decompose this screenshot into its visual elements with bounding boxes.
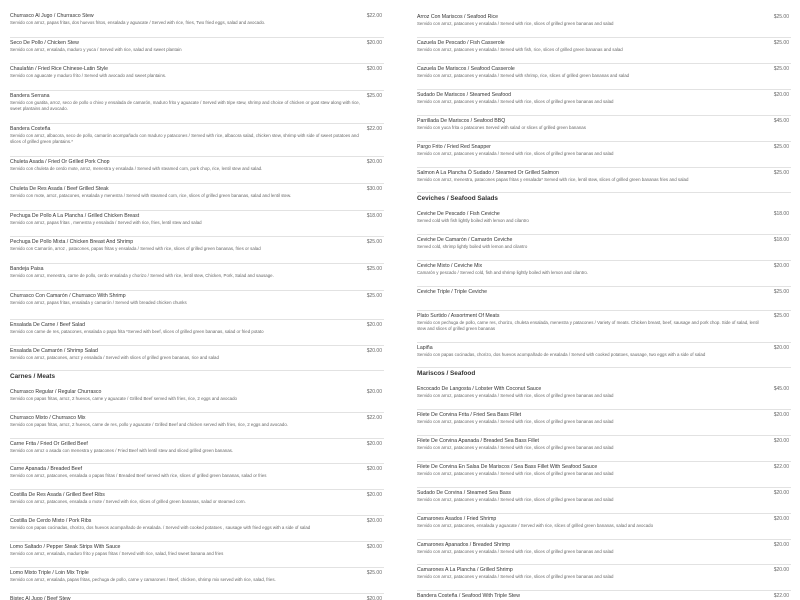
menu-item [0,544,390,557]
menu-item-price: $20.00 [366,544,382,550]
menu-item-description: Servido con arroz, papas fritas, dos huevos fritos, ensalada y aguacate / Served with rice, fries, Two fried eggs, salad and avocado. [10,20,266,25]
menu-item-name: Carne Frita / Fried Or Grilled Beef [10,441,88,447]
menu-item-name: Chaulafán / Fried Rice Chinese-Latin Style [10,66,109,72]
menu-item [407,289,797,296]
menu-item-price: $25.00 [366,93,382,99]
menu-item-description: Camarón y pescado / Served cold, fish and shrimp lightly boiled with lemon and cilantro. [417,270,589,275]
divider [417,564,791,565]
menu-item-description: Servido con mote, arroz, patacones, ensalada y menestra / Served with steamed corn, rice, slices of grilled green bananas, salad and lentil stew. [10,193,292,198]
menu-item-price: $20.00 [773,567,789,573]
menu-item-price: $45.00 [773,118,789,124]
divider [417,342,791,343]
menu-item-price: $20.00 [773,412,789,418]
menu-item [0,492,390,505]
menu-item-price: $22.00 [366,415,382,421]
menu-item-description: Servido con arroz, papas fritas, ensalada y camarón / Served with breaded chicken chunks [10,300,187,305]
menu-item-name: Arroz Con Mariscos / Seafood Rice [417,14,499,20]
menu-item-name: Lomo Mixto Triple / Loin Mix Triple [10,570,89,576]
menu-item-name: Salmon A La Plancha Ó Sudado / Steamed Or Grilled Salmon [417,170,559,176]
menu-item [407,567,797,580]
menu-item-price: $20.00 [773,345,789,351]
menu-item-name: Ensalada De Carne / Beef Salad [10,322,85,328]
divider [10,319,384,320]
menu-item [0,466,390,479]
menu-item-description: Servido con Camarón, arroz , patacones, papas fritas y ensalada / Served with rice, slices of grilled green bananas, fries or salad [10,246,261,251]
menu-item-name: Churrasco Mixto / Churrasco Mix [10,415,86,421]
menu-item-description: Servido con arroz o asada con menestra y patacones / Fried Beef with lentil stew and sliced grilled green bananas. [10,448,234,453]
menu-item-price: $20.00 [773,263,789,269]
divider [10,463,384,464]
menu-item [0,66,390,79]
menu-item-price: $25.00 [773,40,789,46]
divider [10,183,384,184]
menu-item-price: $20.00 [366,66,382,72]
menu-column-left [0,0,390,600]
menu-item-price: $20.00 [366,441,382,447]
divider [417,409,791,410]
menu-item-price: $25.00 [773,144,789,150]
menu-item-price: $22.00 [366,126,382,132]
menu-item-price: $20.00 [773,490,789,496]
menu-item-price: $25.00 [773,289,789,295]
menu-item [0,293,390,306]
menu-item-price: $30.00 [366,186,382,192]
menu-item [0,518,390,531]
menu-item-description: Servido con yuca frita o patacones Served with salad or slices of grilled green bananas [417,125,586,130]
menu-item-description: Servido con chuleta de cerdo mote, arroz, menestra y ensalada / Served with steamed corn, pork chop, rice, lentil stew and salad. [10,166,263,171]
menu-item-name: Chuleta De Res Asada / Beef Grilled Steak [10,186,109,192]
menu-item-price: $25.00 [773,170,789,176]
menu-item [407,66,797,79]
divider [417,115,791,116]
menu-item-price: $20.00 [366,492,382,498]
divider [417,89,791,90]
menu-item-description: Servido con arroz, patacones, ensalada y aguacate / Served with rice, slices of grilled green bananas, salad and avocado [417,523,654,528]
menu-item [0,389,390,402]
menu-item-name: Parrillada De Mariscos / Seafood BBQ [417,118,506,124]
menu-item-description: Servido con aguacate y maduro frito / Served with avocado and sweet plantains. [10,73,167,78]
menu-item-description: Servido con arroz, albacora, seco de pollo, camarón acompañado con maduro y patacones / Served with rice, albacora salad, chicken stew, shrimp with side of sweet potatoes and slices of grilled green plantains.* [10,133,359,144]
menu-item [407,412,797,425]
menu-item [407,92,797,105]
menu-item-name: Sudado De Corvina / Steamed Sea Bass [417,490,512,496]
menu-item-description: Servido con arroz, ensalada, papas fritas, pechuga de pollo, carne y camarones / Beef, chicken, shrimp mix served with rice, salad, fries. [10,577,276,582]
divider [417,539,791,540]
menu-item-name: Pargo Frito / Fried Red Snapper [417,144,491,150]
menu-item-description: Servido con arroz, patacones y ensalada / Served with fish, rice, slices of grilled green bananas and salad [417,47,623,52]
divider [417,435,791,436]
menu-item-name: Chuleta Asada / Fried Or Grilled Pork Chop [10,159,110,165]
divider [417,167,791,168]
menu-item-description: Served cold with fish lightly boiled with lemon and cilantro [417,218,529,223]
menu-item [407,263,797,276]
menu-item-name: Lomo Saltado / Pepper Steak Strips With Sauce [10,544,121,550]
menu-item [407,14,797,27]
menu-item-name: Lapiña [417,345,433,351]
menu-item [0,570,390,583]
menu-item-description: Servido con arroz, patacones y ensalada / Served with rice, slices of grilled green bananas and salad [417,151,614,156]
menu-item-price: $25.00 [366,266,382,272]
divider [417,590,791,591]
menu-item-name: Pechuga De Pollo A La Plancha / Grilled Chicken Breast [10,213,140,219]
menu-item-price: $20.00 [773,438,789,444]
menu-item-description: Servido con arroz, ensalada, maduro y yuca / Served with rice, salad and sweet plantain [10,47,182,52]
divider [417,310,791,311]
menu-item [407,542,797,555]
menu-item-description: Servido con arroz, patacones y ensalada / Served with shrimp, rice, slices of grilled green bananas and salad [417,73,630,78]
menu-item [0,415,390,428]
divider [10,63,384,64]
menu-item [0,596,390,600]
menu-item-name: Carne Apanada / Breaded Beef [10,466,83,472]
menu-item-name: Encocado De Langosta / Lobster With Coconut Sauce [417,386,542,392]
menu-item-description: Servido con carne de res, patacones, ensalada o papa frita *Served with beef, slices of grilled green bananas, salad or fried potato [10,329,264,334]
menu-item-description: Servido con arroz, papas fritas , menestra y ensalada / Served with rice, fries, lentil stew and salad [10,220,202,225]
menu-item-price: $20.00 [366,596,382,600]
menu-item [407,237,797,250]
menu-item-price: $20.00 [366,466,382,472]
section-heading-carnes-meats: Carnes / Meats [10,373,56,380]
divider [10,438,384,439]
menu-item [0,239,390,252]
divider [417,141,791,142]
menu-item-description: Servido con arroz, patacones y ensalada / Served with rice, slices of grilled green bananas and salad [417,99,614,104]
divider [10,236,384,237]
menu-item [0,13,390,26]
menu-item-name: Camarones A La Plancha / Grilled Shrimp [417,567,513,573]
menu-item-name: Ceviche Mixto / Ceviche Mix [417,263,483,269]
menu-item-price: $25.00 [773,313,789,319]
menu-item-price: $20.00 [773,542,789,548]
menu-item-description: Servido con papas fritas, arroz, 2 huevos, carne de res, pollo y aguacate / Grilled Beef and chicken served with fries, rice, 2 eggs and avocado. [10,422,288,427]
menu-item-price: $20.00 [773,92,789,98]
menu-item-description: Servido con arroz, patacones, ensalada o mote / Served with rice, slices of grilled green bananas, salad or steamed corn. [10,499,246,504]
menu-item-description: Servido con arroz, menestra, patacones papas fritas y ensalada* Served with rice, lentil stew, slices of grilled green bananas fries and salad [417,177,689,182]
divider [10,156,384,157]
divider [10,412,384,413]
menu-item [407,40,797,53]
menu-item-price: $18.00 [773,237,789,243]
menu-item-description: Servido con arroz, patacones y ensalada / Served with rice, slices of grilled green bananas and salad [417,419,614,424]
menu-item-description: Servido con guatita, arroz, seco de pollo o chivo y ensalada de camarón, maduro frito y aguacate / Served with tripe stew, shrimp and choice of chicken or goat stew along with rice, sweet plantains and avocado. [10,100,360,111]
menu-item [0,213,390,226]
menu-item-name: Churrasco Al Jugo / Churrasco Stew [10,13,94,19]
menu-item-name: Sudado De Mariscos / Steamed Seafood [417,92,512,98]
menu-item [407,516,797,529]
menu-item-name: Seco De Pollo / Chicken Stew [10,40,79,46]
divider [417,286,791,287]
menu-item-price: $22.00 [773,593,789,599]
menu-item [407,490,797,503]
menu-item-price: $25.00 [773,14,789,20]
menu-item-description: Servido con arroz, patacones y ensalada / Served with rice, slices of grilled green bananas and salad [417,21,614,26]
menu-item-price: $45.00 [773,386,789,392]
menu-item-description: Servido con arroz, patacones y ensalada / Served with rice, slices of grilled green bananas and salad [417,393,614,398]
menu-item-description: Servido con arroz, patacones, ensalada o papas fritas / Breaded Beef served with rice, slices of grilled green bananas, salad or fries [10,473,267,478]
menu-item-price: $25.00 [366,239,382,245]
menu-item-name: Bandera Costeña [10,126,51,132]
menu-item-description: Servido con arroz, patacones y ensalada / Served with rice, slices of grilled green bananas and salad [417,445,614,450]
divider [417,37,791,38]
menu-item [0,186,390,199]
divider [10,210,384,211]
divider [417,260,791,261]
menu-item [0,322,390,335]
menu-item-description: Served cold, shrimp lightly boiled with lemon and cilantro [417,244,528,249]
menu-item [0,441,390,454]
divider [10,123,384,124]
menu-item [0,93,390,112]
menu-item-name: Ceviche De Camarón / Camarón Ceviche [417,237,513,243]
menu-item-description: Servido con arroz, patacones, arroz y ensalada / Served with slices of grilled green bananas, rice and salad [10,355,219,360]
divider [417,487,791,488]
divider [10,290,384,291]
menu-item-name: Bandera Serrana [10,93,50,99]
menu-item [0,40,390,53]
menu-item-price: $20.00 [366,159,382,165]
menu-item-name: Filete De Corvina Frita / Fried Sea Bass Fillet [417,412,522,418]
menu-item-name: Filete De Corvina Apanada / Breaded Sea Bass Fillet [417,438,539,444]
divider [10,263,384,264]
divider [417,461,791,462]
menu-item-description: Servido con papas cocinadas, chorizo, dos huevos acompañado de ensalada / Served with cooked potatoes, sausage, two eggs with a side of salad [417,352,706,357]
menu-item-description: Servido con arroz, ensalada, maduro frito y papas fritas / Served with rice, salad, fried sweet banana and fries [10,551,224,556]
menu-item-name: Ensalada De Camarón / Shrimp Salad [10,348,98,354]
menu-item [407,118,797,131]
menu-item-name: Filete De Corvina En Salsa De Mariscos / Sea Bass Fillet With Seafood Sauce [417,464,598,470]
menu-item-name: Pechuga De Pollo Mixta / Chicken Breast And Shrimp [10,239,134,245]
menu-item-price: $20.00 [366,518,382,524]
menu-item-name: Bistec Al Jugo / Beef Stew [10,596,71,600]
menu-item-description: Servido con arroz, patacones y ensalada / Served with rice, slices of grilled green bananas and salad [417,574,614,579]
menu-item-name: Bandeja Paisa [10,266,44,272]
divider [10,370,384,371]
menu-item-price: $25.00 [366,293,382,299]
menu-item-name: Bandera Costeña / Seafood With Triple Stew [417,593,520,599]
menu-item-name: Camarones Apanados / Breaded Shrimp [417,542,511,548]
menu-item-price: $25.00 [773,66,789,72]
divider [10,489,384,490]
menu-item-name: Camarones Asados / Fried Shrimp [417,516,497,522]
menu-item-description: Servido con pechuga de pollo, carne res, chorizo, chuleta ensalada, menestra y patacones / Variety of meats. Chicken breast, beef, sausage and pork chop. Side of salad, lentil stew and slices of grilled green bananas [417,320,759,331]
menu-item-description: Servido con arroz, patacones y ensalada / Served with rice, slices of grilled green bananas and salad [417,471,614,476]
menu-item-price: $18.00 [366,213,382,219]
menu-item [407,464,797,477]
menu-item-description: Servido con arroz, menestra, carne de pollo, cerdo ensalada y chorizo / Served with rice, lentil stew, Chicken, Pork, Salad and sausage. [10,273,274,278]
menu-item [407,593,797,600]
menu-item [407,170,797,183]
menu-item-name: Churrasco Con Camarón / Churrasco With Shrimp [10,293,126,299]
menu-item [0,266,390,279]
menu-item-description: Servido con arroz, patacones y ensalada / Served with rice, slices of grilled green bananas and salad [417,497,614,502]
menu-item-name: Costilla De Cerdo Mixto / Pork Ribs [10,518,92,524]
divider [10,515,384,516]
divider [10,37,384,38]
menu-item-price: $22.00 [366,13,382,19]
menu-item-name: Churrasco Regular / Regular Churrasco [10,389,102,395]
menu-item-description: Servido con arroz, patacones y ensalada / Served with rice, slices of grilled green bananas and salad [417,549,614,554]
menu-item-name: Cazuela De Mariscos / Seafood Casserole [417,66,515,72]
divider [10,567,384,568]
menu-item [0,159,390,172]
menu-item-description: Servido con papas fritas, arroz, 2 huevos, carne y aguacate / Grilled Beef served with fries, rice, 2 eggs and avocado [10,396,237,401]
divider [417,192,791,193]
menu-item-name: Plato Surtido / Assortment Of Meats [417,313,500,319]
section-heading-mariscos-seafood: Mariscos / Seafood [417,370,476,377]
divider [417,367,791,368]
menu-item-description: Servido con papas cocinadas, chorizo, dos huevos acompañado de ensalada. / Served with cooked potatoes , sausage with fried eggs with a side of salad [10,525,311,530]
menu-item [407,144,797,157]
menu-item [407,345,797,358]
menu-item-price: $18.00 [773,211,789,217]
menu-item-name: Ceviche De Pescado / Fish Ceviche [417,211,500,217]
divider [10,345,384,346]
menu-item [407,313,797,332]
divider [10,593,384,594]
menu-item-price: $22.00 [773,464,789,470]
menu-item [407,386,797,399]
menu-item [0,126,390,145]
menu-item [407,211,797,224]
menu-item-price: $20.00 [366,40,382,46]
menu-item-price: $20.00 [366,348,382,354]
section-heading-ceviches-seafood-salads: Ceviches / Seafood Salads [417,195,498,202]
menu-item-price: $20.00 [366,389,382,395]
menu-item-name: Costilla De Res Asada / Grilled Beef Ribs [10,492,105,498]
divider [417,63,791,64]
menu-item-price: $20.00 [773,516,789,522]
menu-item-price: $25.00 [366,570,382,576]
menu-item-name: Cazuela De Pescado / Fish Casserole [417,40,505,46]
divider [10,541,384,542]
divider [417,513,791,514]
menu-item-name: Ceviche Triple / Triple Ceviche [417,289,488,295]
menu-item [0,348,390,361]
divider [10,90,384,91]
menu-item [407,438,797,451]
divider [417,234,791,235]
menu-column-right [407,0,797,600]
menu-item-price: $20.00 [366,322,382,328]
